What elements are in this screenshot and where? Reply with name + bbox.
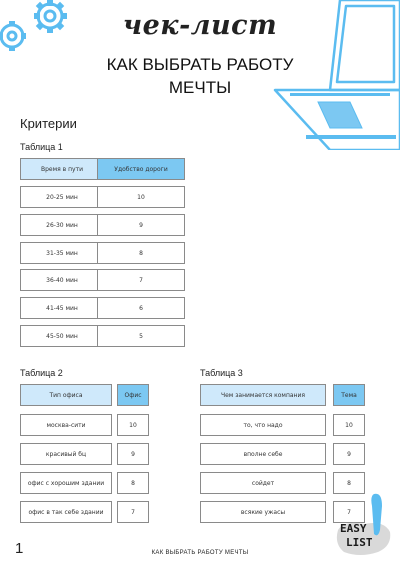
table3-cell: сойдет <box>200 472 326 494</box>
table2-cell: 8 <box>117 472 149 494</box>
table1-cell: 31-35 мин <box>20 242 104 264</box>
table3-cell: всякие ужасы <box>200 501 326 523</box>
table1-header-comfort: Удобство дороги <box>97 158 185 180</box>
table2-cell: красивый бц <box>20 443 112 465</box>
table2-cell: москва-сити <box>20 414 112 436</box>
table1-cell: 36-40 мин <box>20 269 104 291</box>
table2-header-office: Офис <box>117 384 149 406</box>
table1-header-time: Время в пути <box>20 158 104 180</box>
table1-cell: 6 <box>97 297 185 319</box>
table3-caption: Таблица 3 <box>200 368 243 378</box>
table1-cell: 7 <box>97 269 185 291</box>
footer-text: КАК ВЫБРАТЬ РАБОТУ МЕЧТЫ <box>151 550 249 556</box>
table1-cell: 8 <box>97 242 185 264</box>
table2-cell: 7 <box>117 501 149 523</box>
table1-cell: 26-30 мин <box>20 214 104 236</box>
table3-cell: то, что надо <box>200 414 326 436</box>
table2-header-type: Тип офиса <box>20 384 112 406</box>
table1-cell: 20-25 мин <box>20 186 104 208</box>
criteria-heading: Критерии <box>20 116 77 131</box>
table3-cell: 8 <box>333 472 365 494</box>
table3-cell: 7 <box>333 501 365 523</box>
logo-line2: LIST <box>346 536 373 549</box>
page-title-line1: КАК ВЫБРАТЬ РАБОТУ <box>106 55 294 74</box>
table1-cell: 5 <box>97 325 185 347</box>
table2-caption: Таблица 2 <box>20 368 63 378</box>
page-number: 1 <box>15 540 24 557</box>
table2-cell: офис с хорошим здании <box>20 472 112 494</box>
table1-cell: 45-50 мин <box>20 325 104 347</box>
table1-cell: 41-45 мин <box>20 297 104 319</box>
table3-cell: 10 <box>333 414 365 436</box>
table2-cell: 9 <box>117 443 149 465</box>
table3-cell: вполне себе <box>200 443 326 465</box>
table3-header-topic: Тема <box>333 384 365 406</box>
script-title: чек-лист <box>122 10 278 41</box>
table1-cell: 9 <box>97 214 185 236</box>
page-title-line2: МЕЧТЫ <box>168 78 232 97</box>
table3-header-activity: Чем занимается компания <box>200 384 326 406</box>
table1-caption: Таблица 1 <box>20 142 63 152</box>
table2-cell: 10 <box>117 414 149 436</box>
logo-line1: EASY <box>340 522 367 535</box>
table2-cell: офис в так себе здании <box>20 501 112 523</box>
table1-cell: 10 <box>97 186 185 208</box>
table3-cell: 9 <box>333 443 365 465</box>
